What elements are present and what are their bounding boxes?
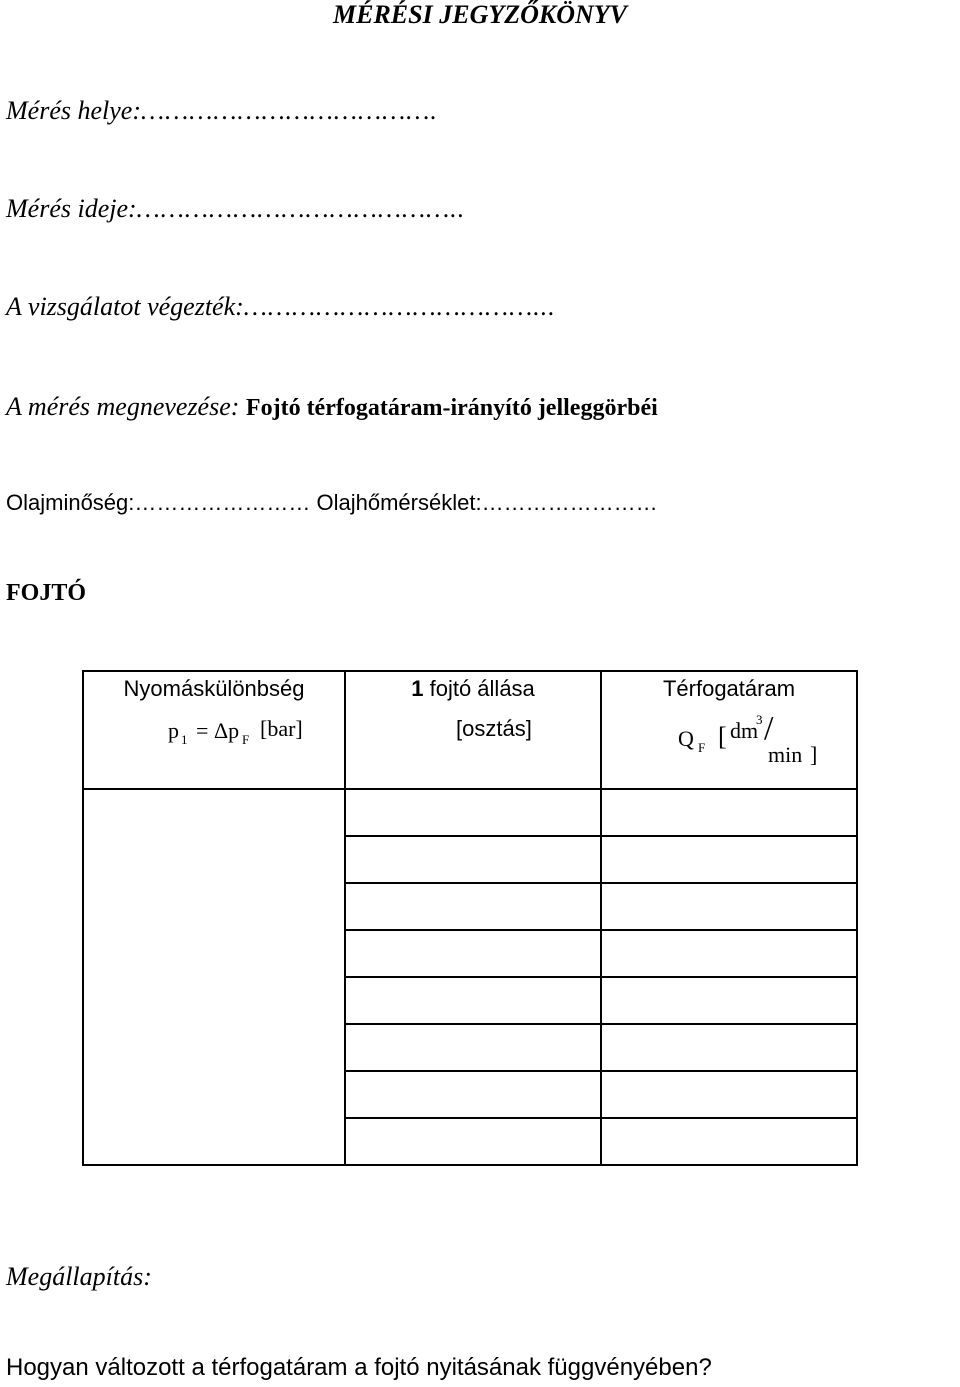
oil-row — [6, 490, 658, 516]
formula-sub-1: 1 — [181, 732, 188, 747]
flow-unit-den: min — [768, 742, 803, 767]
flow-cell[interactable] — [601, 1024, 857, 1071]
position-cell[interactable] — [345, 977, 601, 1024]
place-dots[interactable]: ………………………………. — [140, 96, 438, 125]
position-cell[interactable] — [345, 930, 601, 977]
performed-label: A vizsgálatot végezték: — [6, 292, 244, 321]
measurement-name — [6, 392, 658, 422]
position-cell[interactable] — [345, 1024, 601, 1071]
place-field — [6, 96, 438, 126]
name-label: A mérés megnevezése: — [6, 392, 240, 421]
flow-cell[interactable] — [601, 883, 857, 930]
pressure-unit: [bar] — [260, 716, 303, 741]
flow-unit-num: dm — [730, 718, 759, 743]
formula-eq: = — [196, 718, 209, 743]
position-cell[interactable] — [345, 1071, 601, 1118]
time-dots[interactable]: ………………………………….. — [136, 194, 466, 223]
pressure-cell[interactable] — [83, 789, 345, 1165]
position-cell[interactable] — [345, 836, 601, 883]
oil-temp-dots[interactable]: …………………… — [481, 490, 658, 515]
position-header-label — [346, 676, 600, 702]
flow-bracket-left: [ — [718, 722, 727, 751]
position-cell[interactable] — [345, 883, 601, 930]
flow-cell[interactable] — [601, 836, 857, 883]
position-header-text: fojtó állása — [429, 676, 535, 701]
flow-formula — [602, 702, 856, 772]
header-pressure — [83, 671, 345, 789]
conclusion-label: Megállapítás: — [6, 1262, 152, 1291]
flow-header-label: Térfogatáram — [662, 676, 796, 701]
position-unit: [osztás] — [456, 716, 532, 741]
time-label: Mérés ideje: — [6, 194, 137, 223]
flow-bracket-right: ] — [810, 742, 818, 767]
position-cell[interactable] — [345, 1118, 601, 1165]
performed-dots[interactable]: ………………………………... — [243, 292, 556, 321]
formula-q: Q — [678, 726, 694, 751]
page-title: MÉRÉSI JEGYZŐKÖNYV — [333, 0, 627, 29]
flow-cell[interactable] — [601, 1071, 857, 1118]
oil-quality-dots[interactable]: …………………… — [134, 490, 311, 515]
flow-cell[interactable] — [601, 789, 857, 836]
formula-delta-p: Δp — [214, 718, 240, 743]
flow-slash: / — [764, 710, 774, 747]
header-flow — [601, 671, 857, 789]
measurement-table — [82, 670, 858, 1166]
performed-field — [6, 292, 556, 322]
name-value: Fojtó térfogatáram-irányító jelleggörbéi — [245, 395, 658, 421]
section-title: FOJTÓ — [6, 580, 87, 606]
place-label: Mérés helye: — [6, 96, 141, 125]
pressure-header-label: Nyomáskülönbség — [123, 676, 305, 701]
oil-temp-label: Olajhőmérséklet: — [316, 490, 482, 515]
formula-p: p — [168, 718, 179, 743]
flow-cell[interactable] — [601, 1118, 857, 1165]
pressure-formula — [84, 702, 344, 772]
header-position — [345, 671, 601, 789]
formula-sub-F: F — [242, 732, 250, 747]
formula-q-sub-F: F — [698, 740, 706, 755]
question-text: Hogyan változott a térfogatáram a fojtó nyitásának függvényében? — [6, 1354, 712, 1381]
flow-cell[interactable] — [601, 930, 857, 977]
time-field — [6, 194, 465, 224]
flow-unit-exp: 3 — [756, 712, 763, 727]
flow-cell[interactable] — [601, 977, 857, 1024]
position-cell[interactable] — [345, 789, 601, 836]
position-formula — [346, 702, 600, 772]
oil-quality-label: Olajminőség: — [6, 490, 135, 515]
position-header-num: 1 — [411, 676, 424, 701]
